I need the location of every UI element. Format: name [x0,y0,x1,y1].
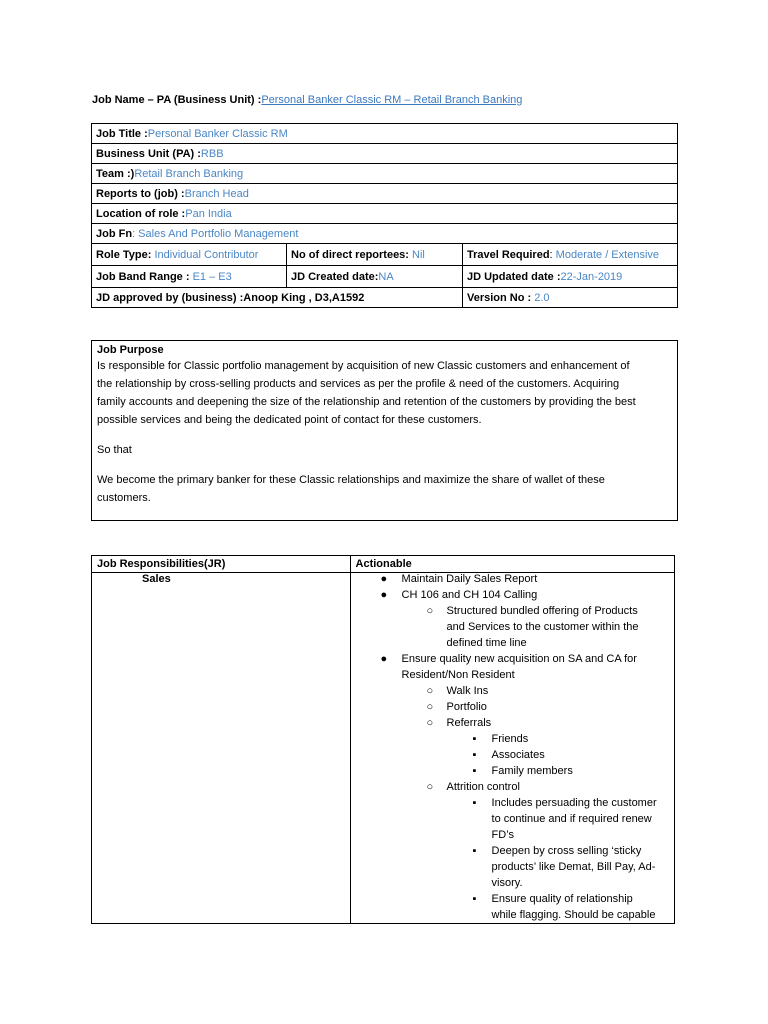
job-title-cell: Job Title :Personal Banker Classic RM [92,124,678,144]
reports-to-value: Branch Head [184,187,249,200]
team-cell: Team :)Retail Branch Banking [92,164,678,184]
bullet-circle: ○ [426,781,434,793]
document-title-link[interactable]: Personal Banker Classic RM – Retail Branch Banking [261,94,523,106]
outcome-line: We become the primary banker for these Classic relationships and maximize the share of wallet of these [97,474,605,486]
role-type-cell: Role Type: Individual Contributor [92,244,287,266]
sales-category-label: Sales [142,573,171,585]
bullet-dot: ● [380,589,388,601]
purpose-line: the relationship by cross-selling products and services as per the profile & need of the customers. Acquiring [97,378,620,390]
bullet-circle: ○ [426,701,434,713]
job-details-table [91,123,678,308]
bullet-circle: ○ [426,605,434,617]
job-purpose-heading: Job Purpose [97,344,164,356]
responsibilities-header: Job Responsibilities(JR) [92,556,351,573]
action-subsubitem: Deepen by cross selling ‘sticky [491,845,642,857]
action-subsubitem: while flagging. Should be capable [491,909,656,921]
action-item: Ensure quality new acquisition on SA and CA for [401,653,637,665]
team-value: Retail Branch Banking [134,167,244,180]
jd-updated-value: 22-Jan-2019 [560,270,623,283]
job-fn-cell: Job Fn: Sales And Portfolio Management [92,224,678,244]
actionable-cell [350,573,674,924]
action-subitem: and Services to the customer within the [446,621,639,633]
travel-required-value: Moderate / Extensive [555,248,660,261]
bullet-circle: ○ [426,685,434,697]
bullet-square: ▪ [472,749,477,761]
so-that-text: So that [97,444,132,456]
action-subitem: Structured bundled offering of Products [446,605,638,617]
jd-approved-cell: JD approved by (business) :Anoop King , D3,A1592 [92,288,463,308]
action-subitem: defined time line [446,637,527,649]
action-subsubitem: Associates [491,749,545,761]
jd-created-cell: JD Created date:NA [287,266,463,288]
reports-to-cell: Reports to (job) :Branch Head [92,184,678,204]
purpose-line: possible services and being the dedicated point of contact for these customers. [97,414,482,426]
action-subsubitem: FD’s [491,829,514,841]
version-cell: Version No : 2.0 [463,288,678,308]
bullet-square: ▪ [472,765,477,777]
direct-reportees-cell: No of direct reportees: Nil [287,244,463,266]
action-subsubitem: visory. [491,877,523,889]
version-value: 2.0 [534,291,550,304]
bullet-square: ▪ [472,893,477,905]
job-purpose-section [91,340,678,521]
action-subsubitem: Ensure quality of relationship [491,893,633,905]
sales-category-cell [92,573,351,924]
purpose-line: family accounts and deepening the size of the relationship and retention of the customers by providing the best [97,396,636,408]
action-subitem: Attrition control [446,781,520,793]
jd-created-value: NA [378,270,394,283]
action-subsubitem: to continue and if required renew [491,813,652,825]
outcome-line: customers. [97,492,151,504]
action-item: Maintain Daily Sales Report [401,573,538,585]
bullet-square: ▪ [472,797,477,809]
job-band-cell: Job Band Range : E1 – E3 [92,266,287,288]
action-subsubitem: Friends [491,733,529,745]
purpose-line: Is responsible for Classic portfolio management by acquisition of new Classic customers and enhancement of [97,360,630,372]
travel-required-cell: Travel Required: Moderate / Extensive [463,244,678,266]
document-title-label: Job Name – PA (Business Unit) : [92,94,262,106]
action-subitem: Referrals [446,717,492,729]
business-unit-cell: Business Unit (PA) :RBB [92,144,678,164]
bullet-square: ▪ [472,845,477,857]
responsibilities-table [91,555,675,924]
location-cell: Location of role :Pan India [92,204,678,224]
location-value: Pan India [185,207,232,220]
action-subsubitem: products’ like Demat, Bill Pay, Ad- [491,861,656,873]
job-band-value: E1 – E3 [192,270,232,283]
job-fn-value: : Sales And Portfolio Management [132,227,299,240]
action-item: CH 106 and CH 104 Calling [401,589,538,601]
action-subsubitem: Family members [491,765,573,777]
direct-reportees-value: Nil [408,248,425,261]
bullet-square: ▪ [472,733,477,745]
job-title-value: Personal Banker Classic RM [147,127,288,140]
business-unit-value: RBB [200,147,224,160]
action-subitem: Walk Ins [446,685,489,697]
document-title [92,94,522,106]
bullet-dot: ● [380,573,388,585]
actionable-header: Actionable [350,556,674,573]
role-type-value: Individual Contributor [151,248,259,261]
action-subsubitem: Includes persuading the customer [491,797,657,809]
action-subitem: Portfolio [446,701,487,713]
jd-updated-cell: JD Updated date :22-Jan-2019 [463,266,678,288]
bullet-dot: ● [380,653,388,665]
action-item: Resident/Non Resident [401,669,515,681]
bullet-circle: ○ [426,717,434,729]
